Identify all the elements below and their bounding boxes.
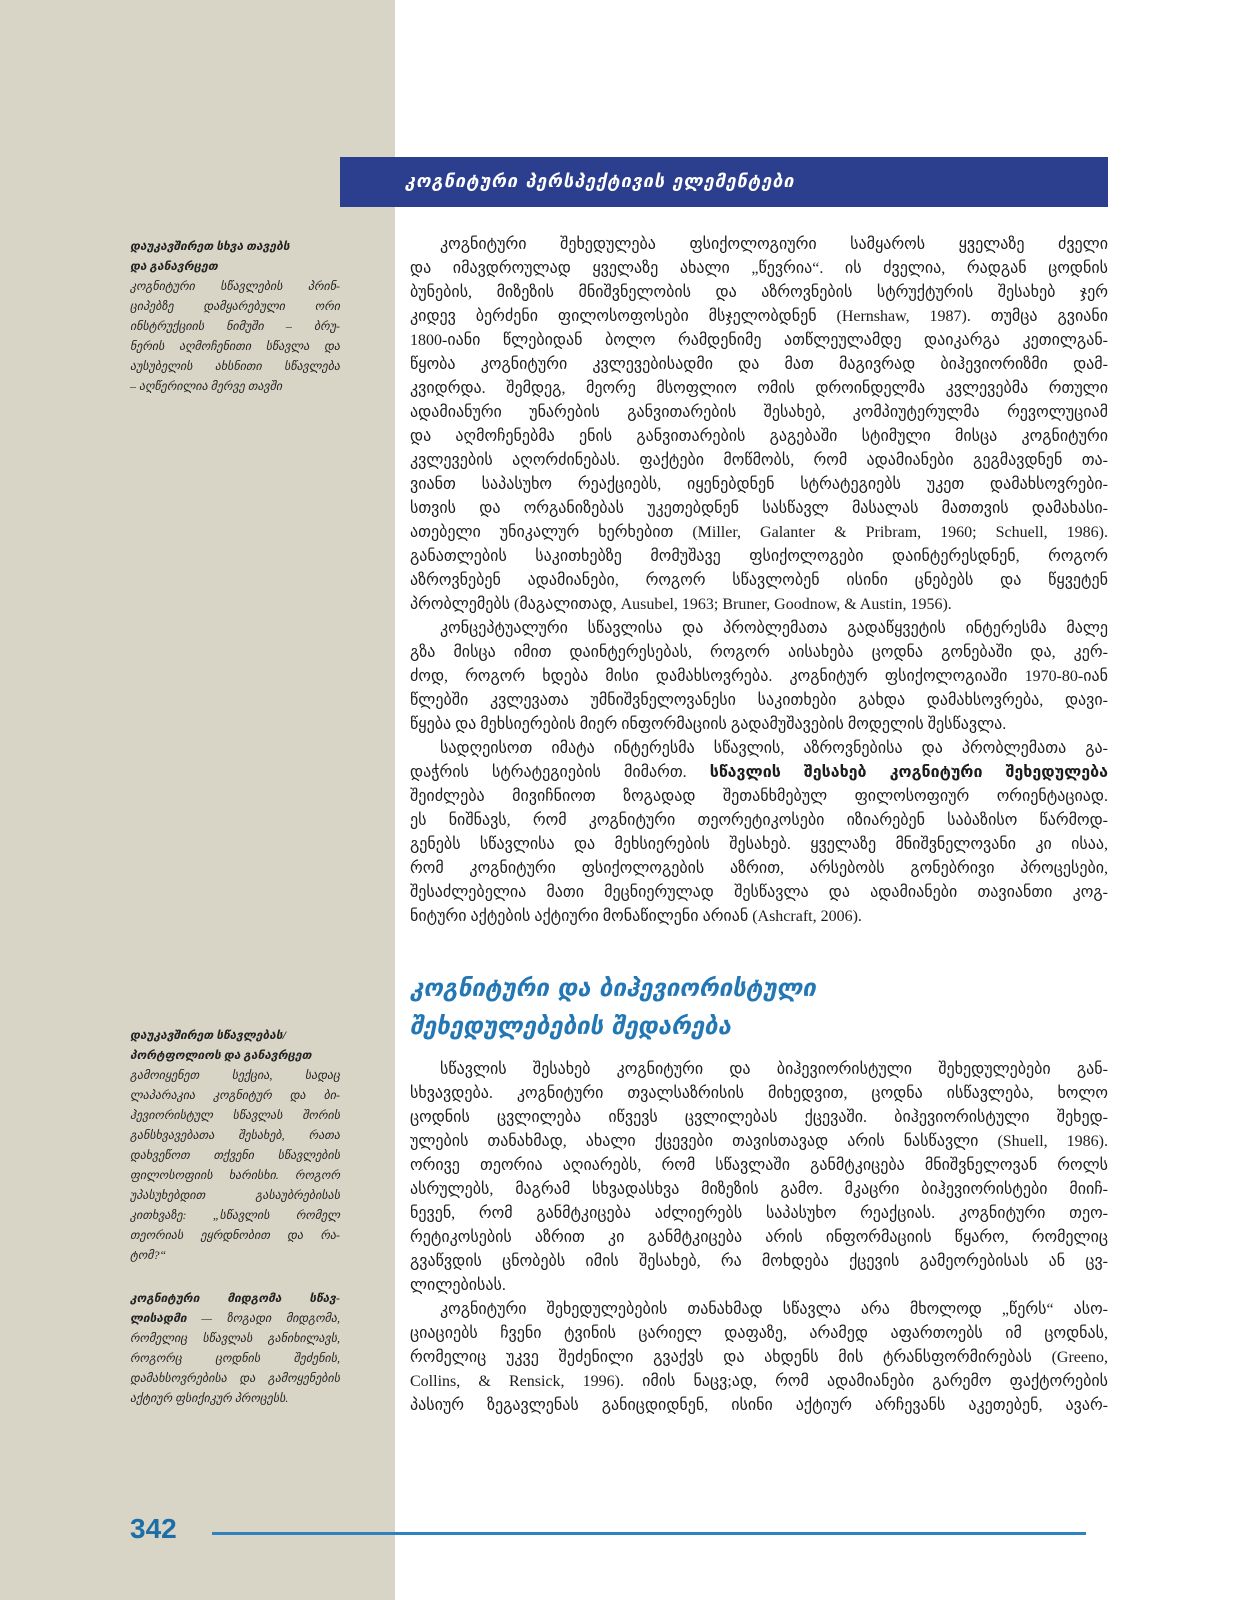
text-line: რეტიკოსების აზრით კი განმტკიცება არის ინფორმაციის წყარო, რომელიც [410, 1229, 1108, 1246]
text-line: განათლების საკითხებზე მომუშავე ფსიქოლოგები დაინტერესდნენ, როგორ [410, 548, 1108, 565]
text-line: აზროვნებენ ადამიანები, როგორ სწავლობენ ისინი ცნებებს და წყვეტენ [410, 572, 1108, 589]
margin-note-line: როგორც ცოდნის შეძენის, [130, 1351, 340, 1365]
text-line: წყობა კოგნიტური კვლევებისადმი და მათ მაგივრად ბიჰევიორიზმი დამ- [410, 356, 1108, 373]
margin-note-line: აქტიურ ფსიქიკურ პროცესს. [130, 1391, 289, 1405]
margin-note-line: ტომ?“ [130, 1248, 167, 1262]
margin-note-title: პორტფოლიოს და განავრცეთ [130, 1048, 312, 1062]
paragraph [410, 1298, 1108, 1418]
text-line: კონცეპტუალური სწავლისა და პრობლემათა გადაწყვეტის ინტერესმა მალე [440, 620, 1108, 637]
margin-note-line: ნერის აღმოჩენითი სწავლა და [130, 339, 340, 353]
margin-note-title: დაუკავშირეთ სწავლებას/ [130, 1028, 286, 1042]
margin-note-line [130, 1308, 340, 1328]
text-line: კოგნიტური შეხედულება ფსიქოლოგიური სამყაროს ყველაზე ძველი [440, 236, 1108, 253]
text-line: კვლევების აღორძინებას. ფაქტები მოწმობს, რომ ადამიანები გეგმავდნენ თა- [410, 452, 1108, 469]
margin-note-line: უპასუხებდით გასაუბრებისას [130, 1188, 340, 1202]
text-line: კოგნიტური შეხედულებების თანახმად სწავლა არა მხოლოდ „წერს“ ასო- [440, 1301, 1108, 1318]
margin-note-line: ლაპარაკია კოგნიტურ და ბი- [130, 1088, 340, 1102]
text-line: სხვავდება. კოგნიტური თვალსაზრისის მიხედვით, ცოდნა ისწავლება, ხოლო [410, 1085, 1108, 1102]
section2-body [410, 1058, 1108, 1418]
margin-note-line: ფილოსოფიის ხარისხი. როგორ [130, 1168, 340, 1182]
section-header-title: კოგნიტური პერსპექტივის ელემენტები [405, 171, 795, 192]
text-line: და იმავდროულად ყველაზე ახალი „წევრია“. ის ძველია, რადგან ცოდნის [410, 260, 1108, 277]
text-line: სადღეისოთ იმატა ინტერესმა სწავლის, აზროვნებისა და პრობლემათა გა- [440, 740, 1108, 757]
text-line: ულების თანახმად, ახალი ქცევები თავისთავად არის ნასწავლი (Shuell, 1986). [410, 1133, 1108, 1150]
key-term-bold: სწავლის შესახებ კოგნიტური შეხედულება [709, 764, 1108, 781]
text-line: რომელიც უკვე შეძენილი გვაქვს და ახდენს მის ტრანსფორმირებას (Greeno, [410, 1349, 1108, 1366]
paragraph [410, 737, 1108, 929]
text-line: ლილებისას. [410, 1277, 506, 1294]
margin-note-line: ციპებზე დამყარებული ორი [130, 299, 340, 313]
page-number: 342 [130, 1513, 177, 1544]
margin-note-title: და განავრცეთ [130, 259, 218, 273]
text-line: ათებელი უნიკალურ ხერხებით (Miller, Galanter & Pribram, 1960; Schuell, 1986). [410, 524, 1108, 541]
paragraph [410, 617, 1108, 737]
margin-note-line: დამახსოვრებისა და გამოყენების [130, 1371, 340, 1385]
margin-note-line: თეორიას ეყრდნობით და რა- [130, 1228, 340, 1242]
margin-note-connect-chapters [130, 236, 340, 396]
margin-note-definition [130, 1288, 340, 1408]
text-line: ძოდ, როგორ ხდება მისი დამახსოვრება. კოგნიტურ ფსიქოლოგიაში 1970-80-იან [410, 668, 1108, 685]
paragraph [410, 233, 1108, 617]
text-line: Collins, & Rensick, 1996). იმის ნაცვ;ად, რომ ადამიანები გარემო ფაქტორების [410, 1373, 1108, 1390]
footer-rule [212, 1532, 1086, 1535]
section-heading-line: შეხედულებების შედარება [410, 1012, 731, 1040]
text-line: წლებში კვლევათა უმნიშვნელოვანესი საკითხები გახდა დამახსოვრება, დავი- [410, 692, 1108, 709]
text-line: ეს ნიშნავს, რომ კოგნიტური თეორეტიკოსები იზიარებენ საბაზისო წარმოდ- [410, 812, 1108, 829]
text-line: ციაციებს ჩვენი ტვინის ცარიელ დაფაზე, არამედ აფართოებს იმ ცოდნას, [410, 1325, 1108, 1342]
section-heading-line: კოგნიტური და ბიჰევიორისტული [410, 974, 816, 1002]
margin-note-portfolio [130, 1025, 340, 1265]
margin-note-line: კითხვაზე: „სწავლის რომელ [130, 1208, 340, 1222]
text-line: ნევენ, რომ განმტკიცება აძლიერებს საპასუხო რეაქციას. კოგნიტური თეო- [410, 1205, 1108, 1222]
text-line: გვაწვდის ცნობებს იმის შესახებ, რა მოხდება ქცევის გამეორებისას ან ცვ- [410, 1253, 1108, 1270]
margin-note-line: ინსტრუქციის ნიმუში – ბრუ- [130, 319, 340, 333]
glossary-term: კოგნიტური მიდგომა სწავ- [130, 1291, 340, 1305]
text-line: ადამიანური უნარების განვითარების შესახებ, კომპიუტერულმა რევოლუციამ [410, 404, 1108, 421]
text-segment: დაჭრის სტრატეგიების მიმართ. [410, 764, 687, 781]
text-line: და აღმოჩენებმა ენის განვითარების გაგებაში სტიმული მისცა კოგნიტური [410, 428, 1108, 445]
section-heading [410, 969, 1108, 1045]
text-line: ვიანთ საპასუხო რეაქციებს, იყენებდნენ სტრატეგიებს უკეთ დამახსოვრები- [410, 476, 1108, 493]
margin-note-line: აუსუბელის ახსნითი სწავლება [130, 359, 340, 373]
margin-note-line: ჰევიორისტულ სწავლას შორის [130, 1108, 340, 1122]
text-line: რომ კოგნიტური ფსიქოლოგების აზრით, არსებობს გონებრივი პროცესები, [410, 860, 1108, 877]
text-line [410, 761, 1108, 785]
text-line: შეიძლება მივიჩნიოთ ზოგადად შეთანხმებულ ფილოსოფიურ ორიენტაციად. [410, 788, 1108, 805]
section1-body [410, 233, 1108, 929]
margin-note-line: განსხვავებათა შესახებ, რათა [130, 1128, 340, 1142]
text-line: კვიდრდა. შემდეგ, მეორე მსოფლიო ომის დროინდელმა კვლევებმა რთული [410, 380, 1108, 397]
text-line: პრობლემებს (მაგალითად, Ausubel, 1963; Bruner, Goodnow, & Austin, 1956). [410, 596, 952, 613]
text-line: ნიტური აქტების აქტიური მონაწილენი არიან (Ashcraft, 2006). [410, 908, 862, 925]
text-line: ცოდნის ცვლილება იწვევს ცვლილებას ქცევაში. ბიჰევიორისტული შეხედ- [410, 1109, 1108, 1126]
margin-note-title: დაუკავშირეთ სხვა თავებს [130, 239, 290, 253]
text-line: პასიურ ზეგავლენას განიცდიდნენ, ისინი აქტიურ არჩევანს აკეთებენ, ავარ- [410, 1397, 1108, 1414]
margin-note-line: დახვეწოთ თქვენი სწავლების [130, 1148, 340, 1162]
text-line: შესაძლებელია მათი მეცნიერულად შესწავლა და ადამიანები თავიანთი კოგ- [410, 884, 1108, 901]
text-line: სწავლის შესახებ კოგნიტური და ბიჰევიორისტული შეხედულებები გან- [440, 1061, 1108, 1078]
text-line: წყება და მეხსიერების მიერ ინფორმაციის გადამუშავების მოდელის შესწავლა. [410, 716, 1007, 733]
glossary-definition: — ზოგადი მიდგომა, [201, 1311, 341, 1325]
margin-note-line: – აღწერილია მერვე თავში [130, 379, 283, 393]
text-line: 1800-იანი წლებიდან ბოლო რამდენიმე ათწლეულამდე დაიკარგა კეთილგან- [410, 332, 1108, 349]
text-line: სთვის და ორგანიზებას უკეთებდნენ სასწავლ მასალას მათთვის დამახასი- [410, 500, 1108, 517]
margin-note-line: კოგნიტური სწავლების პრინ- [130, 279, 340, 293]
text-line: ასრულებს, მაგრამ სხვადასხვა მიზეზის გამო. მკაცრი ბიჰევიორისტები მიიჩ- [410, 1181, 1108, 1198]
section-header-bar [340, 157, 1108, 207]
text-line: კიდევ ბერძენი ფილოსოფოსები მსჯელობდნენ (Hernshaw, 1987). თუმცა გვიანი [410, 308, 1108, 325]
margin-note-line: რომელიც სწავლას განიხილავს, [130, 1331, 340, 1345]
text-line: ორივე თეორია აღიარებს, რომ სწავლაში განმტკიცება მნიშვნელოვან როლს [410, 1157, 1108, 1174]
text-line: ბუნების, მიზეზის მნიშვნელობის და აზროვნების სტრუქტურის შესახებ ჯერ [410, 284, 1109, 301]
paragraph [410, 1058, 1108, 1298]
margin-note-line: გამოიყენეთ სექცია, სადაც [130, 1068, 340, 1082]
glossary-term: ლისადმი [130, 1311, 187, 1325]
text-line: გენებს სწავლისა და მეხსიერების შესახებ. ყველაზე მნიშვნელოვანი კი ისაა, [410, 836, 1108, 853]
text-line: გზა მისცა იმით დაინტერესებას, როგორ აისახება ცოდნა გონებაში და, კერ- [410, 644, 1108, 661]
